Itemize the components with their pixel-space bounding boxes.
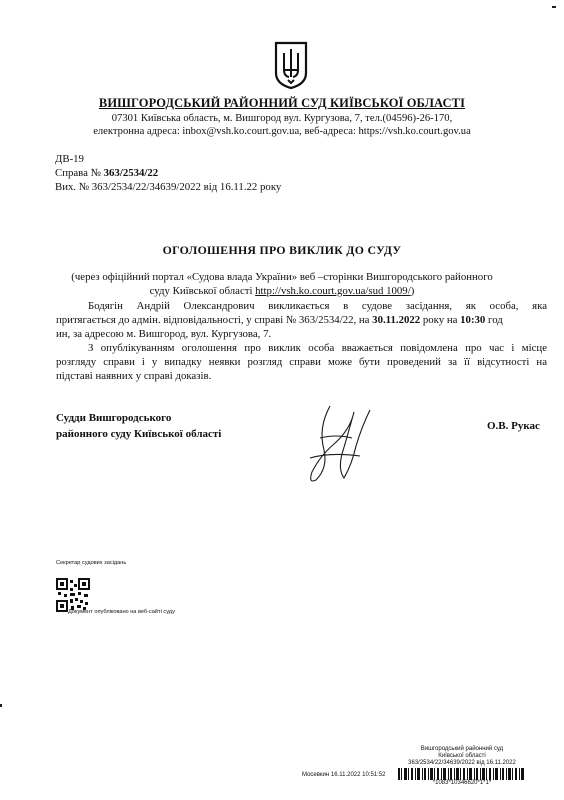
hearing-time: 10:30 xyxy=(460,314,486,326)
body-p2-line-1: З опублікуванням оголошення про виклик особа вважається повідомлена про час і місце xyxy=(88,342,547,354)
case-number-line xyxy=(55,167,158,179)
barcode-icon xyxy=(398,767,526,779)
judge-name: О.В. Рукас xyxy=(487,420,540,432)
judge-position-line-2: районного суду Київської області xyxy=(56,428,222,440)
document-title: ОГОЛОШЕННЯ ПРО ВИКЛИК ДО СУДУ xyxy=(162,243,402,257)
body-p1-line-2 xyxy=(56,313,548,327)
qr-code-icon[interactable] xyxy=(56,578,90,612)
coat-of-arms-icon xyxy=(273,40,309,90)
print-timestamp: Мосевкин 16.11.2022 10:51:52 xyxy=(302,772,386,778)
court-website-link[interactable]: http://vsh.ko.court.gov.ua/sud 1009/ xyxy=(255,285,411,297)
qr-note: Документ опубліковано на веб-сайті суду xyxy=(68,609,175,615)
stamp-court: Вишгородський районний суд xyxy=(420,746,504,752)
stamp-region: Київської області xyxy=(438,753,486,759)
case-label: Справа № xyxy=(55,167,104,179)
intro-suffix: ) xyxy=(410,285,415,297)
body-p1-text-a: притягається до адмін. відповідальності, у справі № 363/2534/22, на xyxy=(56,314,373,326)
outgoing-number: Вих. № 363/2534/22/34639/2022 від 16.11.22 року xyxy=(55,181,282,193)
barcode-number: *1083*10346620*1*1* xyxy=(432,780,492,786)
stamp-registration: 363/2534/22/34639/2022 від 16.11.2022 xyxy=(408,760,516,766)
body-p1-line-1: Бодягін Андрій Олександрович викликається в судове засідання, як особа, яка xyxy=(88,300,547,312)
court-name: ВИШГОРОДСЬКИЙ РАЙОННИЙ СУД КИЇВСЬКОЇ ОБЛАСТІ xyxy=(98,96,466,110)
scan-mark xyxy=(552,6,556,8)
document-code: ДВ-19 xyxy=(55,153,84,165)
body-p1-text-b: року на xyxy=(420,314,461,326)
intro-line-1: (через офіційний портал «Судова влада України» веб –сторінки Вишгородського районного xyxy=(71,271,493,283)
case-number: 363/2534/22 xyxy=(103,167,159,179)
judge-position-line-1: Судди Вишгородського xyxy=(56,412,172,424)
hearing-date: 30.11.2022 xyxy=(372,314,421,326)
court-contacts: електронна адреса: inbox@vsh.ko.court.gov.ua, веб-адреса: https://vsh.ko.court.gov.ua xyxy=(93,126,471,137)
court-address: 07301 Київська область, м. Вишгород вул. Кургузова, 7, тел.(04596)-26-170, xyxy=(111,113,453,124)
body-p2-line-2: розгляду справи і у випадку неявки розгляд справи може бути проведений за її відсутності на xyxy=(56,356,547,368)
body-p2-line-3: підставі наявних у справі доказів. xyxy=(56,370,212,382)
scan-mark xyxy=(0,704,2,707)
intro-line-2 xyxy=(0,284,564,298)
intro-prefix: суду Київської області xyxy=(149,285,256,297)
body-p1-text-c: год xyxy=(485,314,503,326)
secretary-note: Секретар судових засідань xyxy=(56,560,127,566)
body-p1-line-3: ин, за адресою м. Вишгород, вул. Кургузова, 7. xyxy=(56,328,272,340)
signature-icon xyxy=(290,398,380,488)
